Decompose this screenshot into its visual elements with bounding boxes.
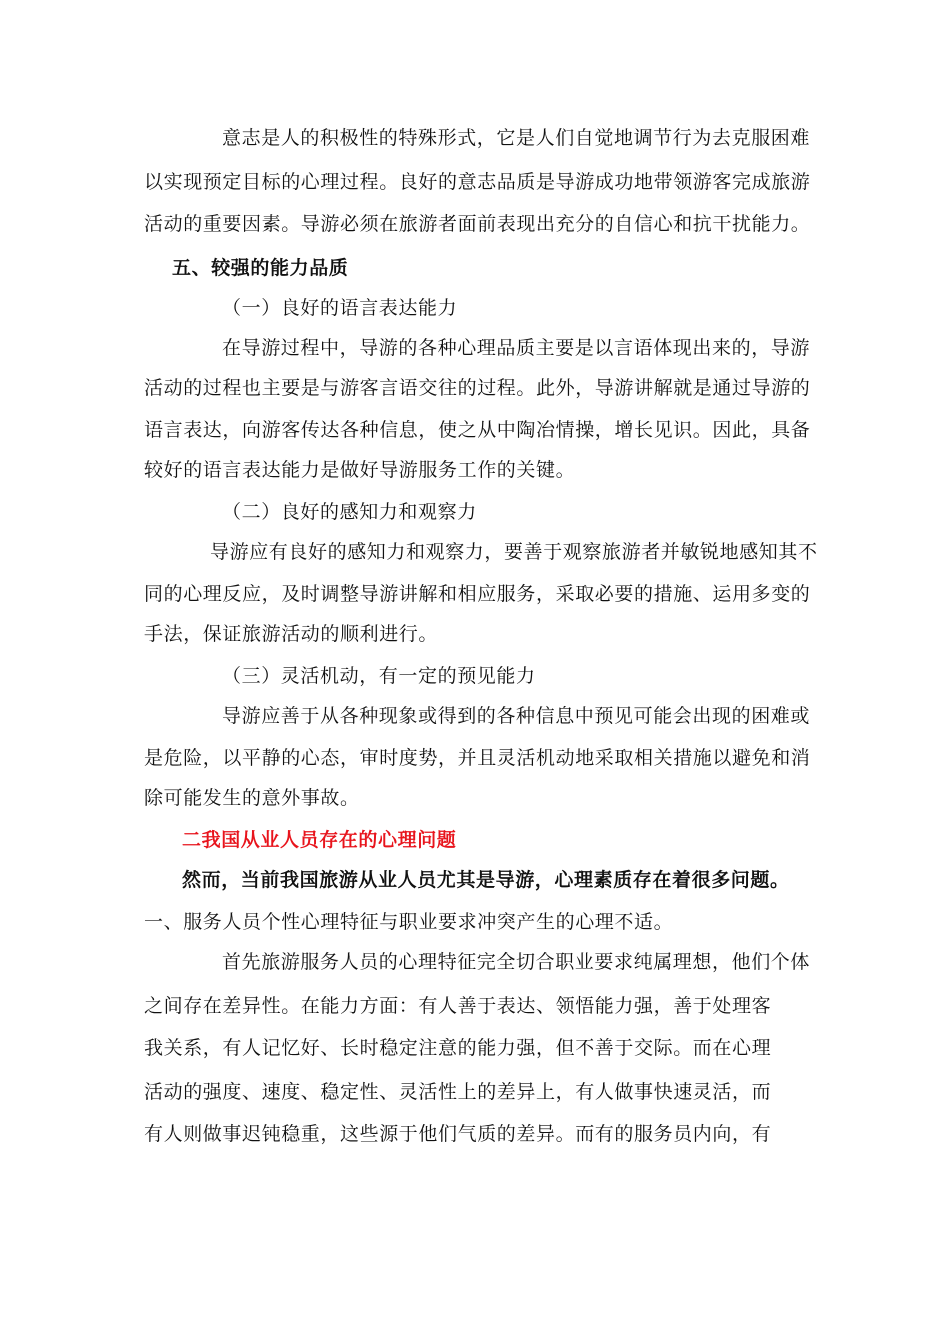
red-section-heading: 二我国从业人员存在的心理问题 [182, 829, 457, 851]
paragraph-line: 以实现预定目标的心理过程。良好的意志品质是导游成功地带领游客完成旅游 [144, 171, 811, 193]
paragraph-line: 是危险，以平静的心态，审时度势，并且灵活机动地采取相关措施以避免和消 [144, 747, 811, 769]
paragraph-line: 活动的强度、速度、稳定性、灵活性上的差异上，有人做事快速灵活，而 [144, 1081, 772, 1103]
paragraph-line: 同的心理反应，及时调整导游讲解和相应服务，采取必要的措施、运用多变的 [144, 583, 811, 605]
paragraph-line: 活动的重要因素。导游必须在旅游者面前表现出充分的自信心和抗干扰能力。 [144, 213, 811, 235]
paragraph-line: 除可能发生的意外事故。 [144, 787, 360, 809]
list-item-heading: 一、服务人员个性心理特征与职业要求冲突产生的心理不适。 [144, 911, 674, 933]
paragraph-line: 有人则做事迟钝稳重，这些源于他们气质的差异。而有的服务员内向，有 [144, 1123, 772, 1145]
paragraph-line: 我关系，有人记忆好、长时稳定注意的能力强，但不善于交际。而在心理 [144, 1037, 772, 1059]
paragraph-line: 手法，保证旅游活动的顺利进行。 [144, 623, 439, 645]
paragraph-line: 导游应有良好的感知力和观察力，要善于观察旅游者并敏锐地感知其不 [210, 541, 818, 563]
paragraph-line: 意志是人的积极性的特殊形式，它是人们自觉地调节行为去克服困难 [222, 127, 811, 149]
paragraph-line: 语言表达，向游客传达各种信息，使之从中陶冶情操，增长见识。因此，具备 [144, 419, 811, 441]
paragraph-line: 活动的过程也主要是与游客言语交往的过程。此外，导游讲解就是通过导游的 [144, 377, 811, 399]
paragraph-line: 较好的语言表达能力是做好导游服务工作的关键。 [144, 459, 576, 481]
subsection-heading: （三）灵活机动，有一定的预见能力 [222, 665, 536, 687]
paragraph-line: 首先旅游服务人员的心理特征完全切合职业要求纯属理想，他们个体 [222, 951, 811, 973]
paragraph-line: 导游应善于从各种现象或得到的各种信息中预见可能会出现的困难或 [222, 705, 811, 727]
paragraph-line: 之间存在差异性。在能力方面：有人善于表达、领悟能力强，善于处理客 [144, 995, 772, 1017]
bold-intro-line: 然而，当前我国旅游从业人员尤其是导游，心理素质存在着很多问题。 [182, 869, 790, 891]
subsection-heading: （二）良好的感知力和观察力 [222, 501, 477, 523]
section-heading: 五、较强的能力品质 [172, 257, 349, 279]
subsection-heading: （一）良好的语言表达能力 [222, 297, 458, 319]
paragraph-line: 在导游过程中，导游的各种心理品质主要是以言语体现出来的，导游 [222, 337, 811, 359]
